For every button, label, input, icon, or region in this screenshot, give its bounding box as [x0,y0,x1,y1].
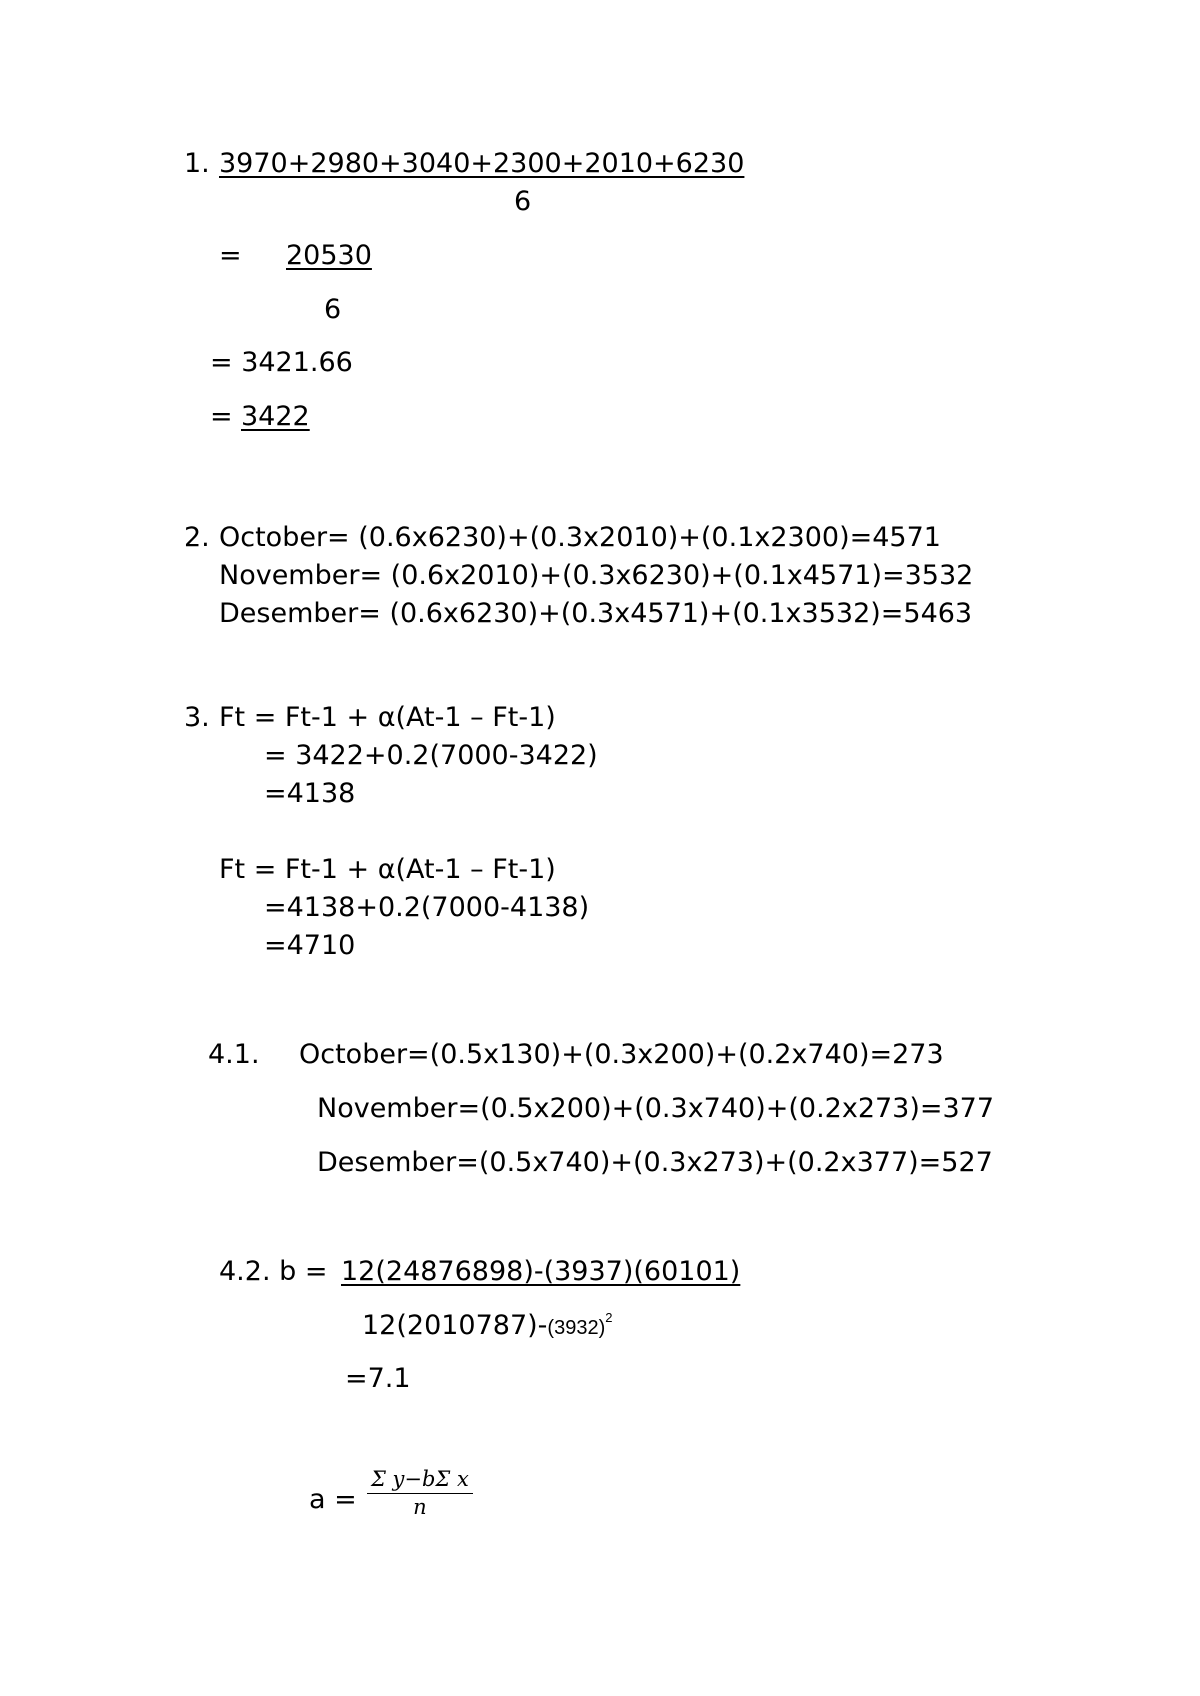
q42-b-result: =7.1 [345,1363,411,1394]
q3-block1-step1: = 3422+0.2(7000-3422) [264,740,598,771]
q2-label: 2. [184,522,210,553]
q41-line-november: November=(0.5x200)+(0.3x740)+(0.2x273)=377 [317,1093,995,1124]
q2-line-november: November= (0.6x2010)+(0.3x6230)+(0.1x4571)=3532 [219,560,974,591]
q2-line-october: October= (0.6x6230)+(0.3x2010)+(0.1x2300)=4571 [219,522,941,553]
q41-line-desember: Desember=(0.5x740)+(0.3x273)+(0.2x377)=527 [317,1147,993,1178]
q42-b-denominator [362,1312,612,1339]
q1-eq3-value: 3422 [241,401,310,432]
q42-b-denominator-main: 12(2010787)- [362,1310,548,1341]
q42-b-denominator-paren: (3932) [547,1317,606,1339]
q42-a-fraction [367,1467,473,1519]
q42-b-numerator: 12(24876898)-(3937)(60101) [341,1256,741,1287]
q41-line-october: October=(0.5x130)+(0.3x200)+(0.2x740)=273 [299,1039,944,1070]
q42-a-denominator: n [413,1495,427,1519]
q3-block1-formula: Ft = Ft-1 + α(At-1 – Ft-1) [219,702,556,733]
q3-block1-step2: =4138 [264,778,356,809]
q3-label: 3. [184,702,210,733]
q1-eq3-sign: = [210,401,233,432]
q42-a-label: a = [309,1484,357,1515]
q2-line-desember: Desember= (0.6x6230)+(0.3x4571)+(0.1x3532)=5463 [219,598,973,629]
q3-block2-formula: Ft = Ft-1 + α(At-1 – Ft-1) [219,854,556,885]
q3-block2-step2: =4710 [264,930,356,961]
q1-eq2: = 3421.66 [210,347,353,378]
q42-label: 4.2. b = [219,1256,328,1287]
q1-label: 1. [184,148,210,179]
q42-a-numerator: Σ y−bΣ x [367,1467,473,1494]
q1-numerator: 3970+2980+3040+2300+2010+6230 [219,148,745,179]
q1-denominator: 6 [514,186,532,217]
q42-b-denominator-exponent: 2 [605,1310,613,1325]
q1-eq1-sign: = [219,240,242,271]
q3-block2-step1: =4138+0.2(7000-4138) [264,892,590,923]
q1-eq1-numerator: 20530 [286,240,372,271]
q1-eq1-denominator: 6 [324,294,342,325]
q41-label: 4.1. [208,1039,260,1070]
